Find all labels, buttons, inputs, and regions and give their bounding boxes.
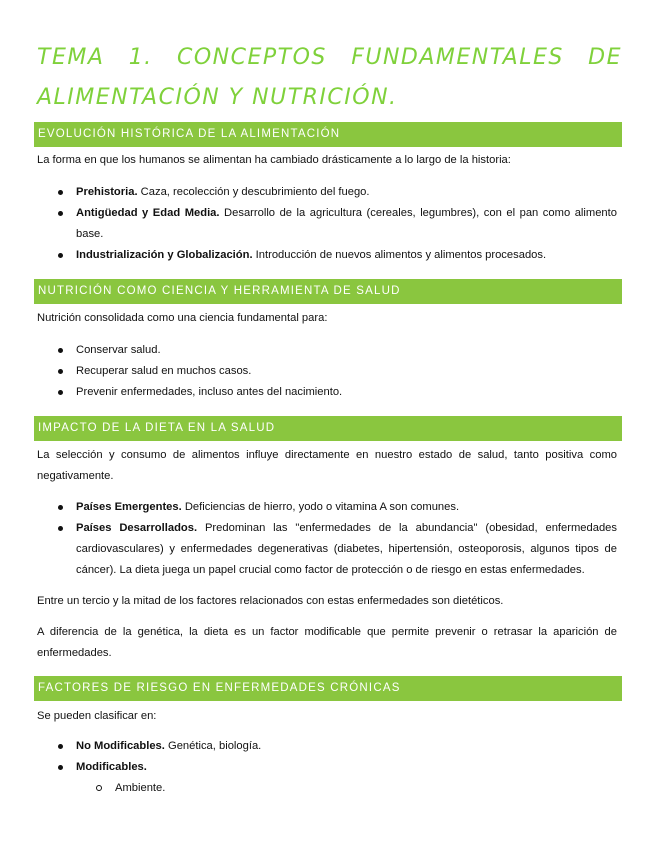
bullet-icon bbox=[58, 390, 63, 395]
document-title: TEMA 1. CONCEPTOS FUNDAMENTALES DE ALIMENTACIÓN Y NUTRICIÓN. bbox=[37, 45, 622, 110]
list-item: Industrialización y Globalización. Introducción de nuevos alimentos y alimentos procesados. bbox=[56, 245, 617, 266]
list-item: No Modificables. Genética, biología. bbox=[56, 736, 617, 757]
list-item: Recuperar salud en muchos casos. bbox=[56, 361, 617, 382]
bullet-icon bbox=[58, 211, 63, 216]
list-item: Conservar salud. bbox=[56, 340, 617, 361]
list-item: Modificables. Ambiente. bbox=[56, 757, 617, 799]
list-item: Prevenir enfermedades, incluso antes del nacimiento. bbox=[56, 382, 617, 403]
section-heading-diet-impact: IMPACTO DE LA DIETA EN LA SALUD bbox=[34, 416, 622, 441]
sub-bullet-list bbox=[76, 778, 617, 799]
list-item: Países Desarrollados. Predominan las "enfermedades de la abundancia" (obesidad, enfermedades cardiovasculares) y enfermedades degenerativas (diabetes, hipertensión, osteoporosis, algunos tipos de cáncer). La dieta juega un papel crucial como factor de protección o de riesgo en estas enfermedades. bbox=[56, 518, 617, 581]
paragraph: Entre un tercio y la mitad de los factores relacionados con estas enfermedades son dietéticos. bbox=[37, 595, 504, 607]
bullet-list bbox=[56, 736, 617, 799]
list-item: Países Emergentes. Deficiencias de hierro, yodo o vitamina A son comunes. bbox=[56, 497, 617, 518]
section-intro: Nutrición consolidada como una ciencia fundamental para: bbox=[37, 312, 328, 324]
bullet-icon bbox=[58, 765, 63, 770]
bullet-list bbox=[56, 497, 617, 581]
bullet-icon bbox=[58, 253, 63, 258]
bullet-icon bbox=[58, 369, 63, 374]
section-heading-historical-evolution: EVOLUCIÓN HISTÓRICA DE LA ALIMENTACIÓN bbox=[34, 122, 622, 147]
bullet-icon bbox=[58, 526, 63, 531]
bullet-icon bbox=[58, 348, 63, 353]
section-intro: La selección y consumo de alimentos influye directamente en nuestro estado de salud, tanto positiva como negativamente. bbox=[37, 449, 617, 482]
sub-list-item: Ambiente. bbox=[76, 778, 617, 799]
section-heading-nutrition-science: NUTRICIÓN COMO CIENCIA Y HERRAMIENTA DE SALUD bbox=[34, 279, 622, 304]
circle-bullet-icon bbox=[96, 785, 102, 791]
bullet-icon bbox=[58, 505, 63, 510]
paragraph: A diferencia de la genética, la dieta es un factor modificable que permite prevenir o retrasar la aparición de enfermedades. bbox=[37, 626, 617, 659]
list-item: Prehistoria. Caza, recolección y descubrimiento del fuego. bbox=[56, 182, 617, 203]
bullet-list bbox=[56, 182, 617, 266]
list-item: Antigüedad y Edad Media. Desarrollo de la agricultura (cereales, legumbres), con el pan como alimento base. bbox=[56, 203, 617, 245]
section-intro: Se pueden clasificar en: bbox=[37, 710, 157, 722]
bullet-icon bbox=[58, 744, 63, 749]
section-intro: La forma en que los humanos se alimentan ha cambiado drásticamente a lo largo de la historia: bbox=[37, 154, 511, 166]
section-heading-risk-factors: FACTORES DE RIESGO EN ENFERMEDADES CRÓNICAS bbox=[34, 676, 622, 701]
bullet-list bbox=[56, 340, 617, 403]
bullet-icon bbox=[58, 190, 63, 195]
